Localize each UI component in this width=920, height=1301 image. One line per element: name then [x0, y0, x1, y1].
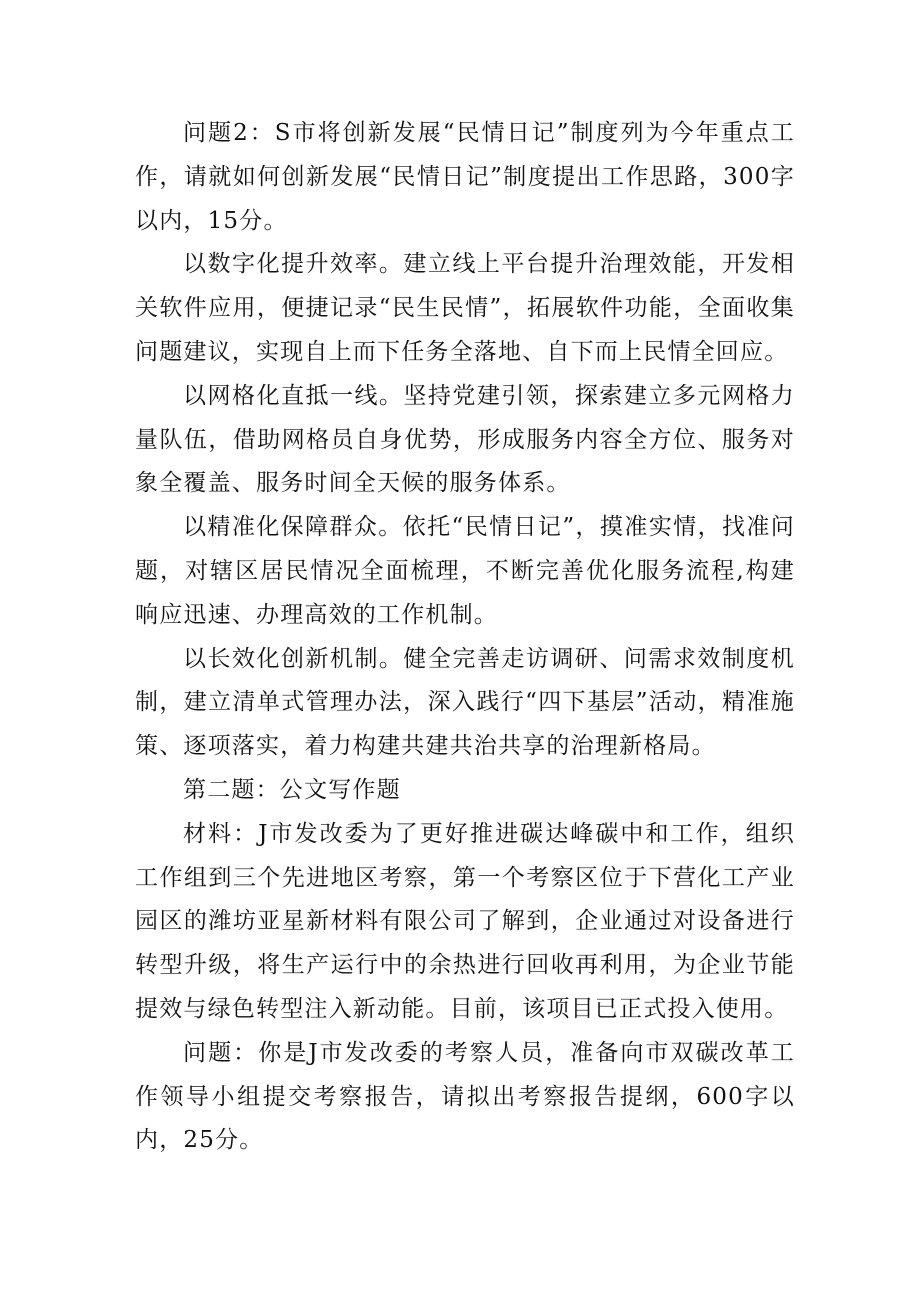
- document-body: [135, 112, 795, 1163]
- answer-point-long-term: 以长效化创新机制。健全完善走访调研、问需求效制度机制，建立清单式管理办法，深入践行“四下基层”活动，精准施策、逐项落实，着力构建共建共治共享的治理新格局。: [135, 645, 795, 760]
- answer-point-precision: 以精准化保障群众。依托“民情日记”，摸准实情，找准问题，对辖区居民情况全面梳理，不断完善优化服务流程,构建响应迅速、办理高效的工作机制。: [135, 514, 795, 628]
- material-paragraph: 材料：J市发改委为了更好推进碳达峰碳中和工作，组织工作组到三个先进地区考察，第一个考察区位于下营化工产业园区的潍坊亚星新材料有限公司了解到，企业通过对设备进行转型升级，将生产运行中的余热进行回收再利用，为企业节能提效与绿色转型注入新动能。目前，该项目已正式投入使用。: [135, 820, 795, 1022]
- answer-point-digitalization: 以数字化提升效率。建立线上平台提升治理效能，开发相关软件应用，便捷记录“民生民情”，拓展软件功能，全面收集问题建议，实现自上而下任务全落地、自下而上民情全回应。: [135, 251, 795, 365]
- question-2-prompt: 问题2：S市将创新发展“民情日记”制度列为今年重点工作，请就如何创新发展“民情日记”制度提出工作思路，300字以内，15分。: [135, 120, 795, 234]
- section-heading-second-question: 第二题：公文写作题: [183, 776, 401, 803]
- answer-point-grid: 以网格化直抵一线。坚持党建引领，探索建立多元网格力量队伍，借助网格员自身优势，形成服务内容全方位、服务对象全覆盖、服务时间全天候的服务体系。: [135, 382, 795, 497]
- question-report-outline: 问题：你是J市发改委的考察人员，准备向市双碳改革工作领导小组提交考察报告，请拟出考察报告提纲，600字以内，25分。: [135, 1039, 795, 1154]
